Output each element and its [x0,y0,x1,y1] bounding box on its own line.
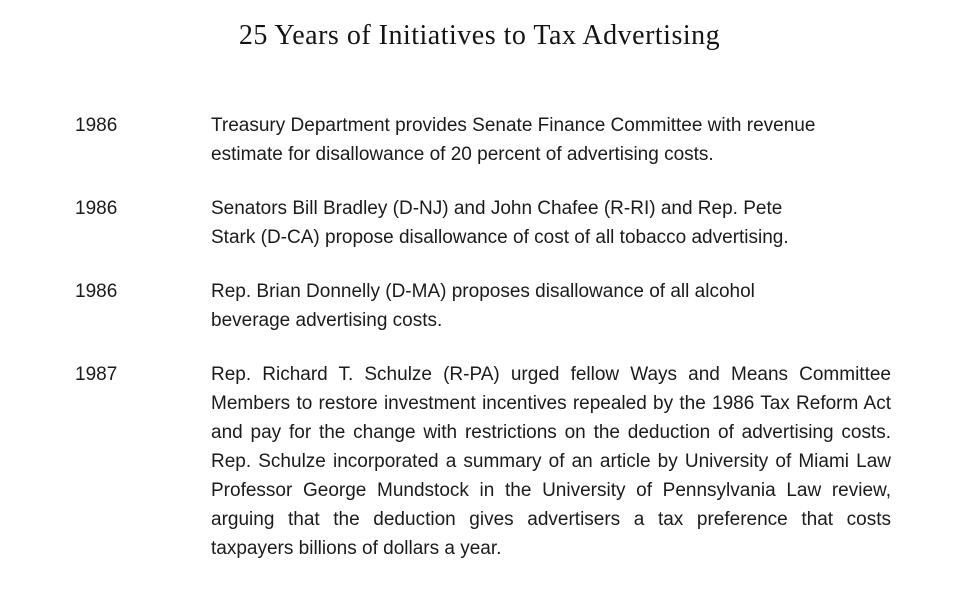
entry-year: 1986 [75,281,118,302]
entry-year: 1986 [75,198,118,219]
timeline-entry [75,360,891,563]
timeline-entry [75,194,891,252]
entry-text: Rep. Richard T. Schulze (R-PA) urged fellow Ways and Means Committee Members to restore investment incentives repealed by the 1986 Tax Reform Act and pay for the change with restrictions on the deduction of advertising costs. Rep. Schulze incorporated a summary of an article by University of Miami Law Professor George Mundstock in the University of Pennsylvania Law review, arguing that the deduction gives advertisers a tax preference that costs taxpayers billions of dollars a year. [211,364,891,559]
timeline-entry [75,277,891,335]
entry-year: 1987 [75,364,118,385]
entry-text: Rep. Brian Donnelly (D-MA) proposes disallowance of all alcohol beverage advertising costs. [211,281,755,331]
timeline-entry [75,111,891,169]
entry-text: Senators Bill Bradley (D-NJ) and John Chafee (R-RI) and Rep. Pete Stark (D-CA) propose disallowance of cost of all tobacco advertising. [211,198,789,248]
timeline [75,111,891,588]
page-title: 25 Years of Initiatives to Tax Advertising [238,20,721,51]
entry-year: 1986 [75,115,118,136]
entry-text: Treasury Department provides Senate Finance Committee with revenue estimate for disallowance of 20 percent of advertising costs. [211,115,816,165]
